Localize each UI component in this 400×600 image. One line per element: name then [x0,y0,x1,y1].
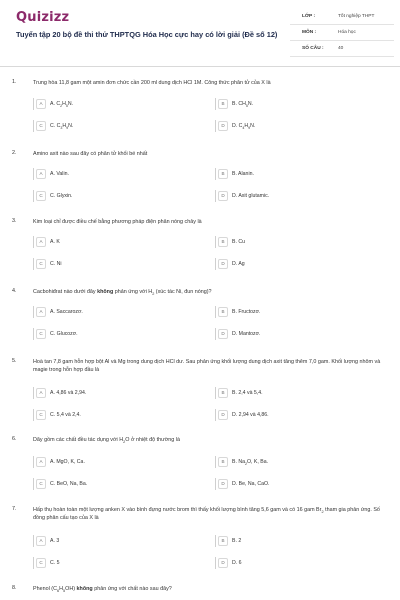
question-number: 6. [12,436,17,442]
question-text: Hấp thụ hoàn toàn một lượng anken X vào bình đựng nước brom thì thấy khối lượng bình tăng 5,6 gam và có 16 gam $Br_2$ tham gia phản ứng. Số đồng phân cấu tạo của X là [33,507,380,521]
question-text: Dãy gồm các chất đều tác dụng với $H_2O$ ở nhiệt độ thường là [33,437,180,445]
option-text: B. 2,4 và 5,4. [232,390,263,396]
option-text: A. $C_2H_5N$. [50,101,74,109]
option-letter-box: C [36,329,46,339]
option-text: D. 2,94 và 4,86. [232,412,269,418]
meta-row-count [290,41,394,57]
meta-key: MÔN : [302,30,317,35]
answer-option-b[interactable] [215,98,387,110]
option-text: A. MgO, K, Ca. [50,459,85,465]
option-text: A. Saccarozơ. [50,309,83,315]
option-letter-box: B [218,169,228,179]
question-number: 2. [12,150,17,156]
answer-option-c[interactable] [33,409,205,421]
option-letter-box: D [218,259,228,269]
question-number: 4. [12,288,17,294]
option-letter-box: C [36,191,46,201]
header [0,0,400,66]
option-text: B. Alanin. [232,171,254,177]
option-letter-box: D [218,558,228,568]
answer-option-b[interactable] [215,168,387,180]
header-divider [0,66,400,67]
option-text: B. Fructozơ. [232,309,261,315]
option-text: D. 6 [232,560,242,566]
option-letter-box: B [218,99,228,109]
option-letter-box: D [218,479,228,489]
answer-option-c[interactable] [33,557,205,569]
meta-value: Hóa học [338,30,356,35]
option-letter-box: A [36,307,46,317]
option-letter-box: C [36,410,46,420]
answer-option-a[interactable] [33,98,205,110]
option-text: B. $Na_2O$, K, Ba. [232,459,269,467]
question-number: 5. [12,358,17,364]
meta-table [290,9,394,57]
option-text: C. $C_3H_9N$. [50,123,74,131]
meta-key: LỚP : [302,14,316,19]
option-text: D. Mantozơ. [232,331,261,337]
meta-key: SỐ CÂU : [302,46,324,51]
option-text: C. 5,4 và 2,4. [50,412,81,418]
option-letter-box: C [36,558,46,568]
option-text: C. Ni [50,261,62,267]
answer-option-c[interactable] [33,120,205,132]
question-number: 1. [12,79,17,85]
option-text: B. $CH_5N$. [232,101,254,109]
option-letter-box: C [36,479,46,489]
answer-option-b[interactable] [215,456,387,468]
answer-option-c[interactable] [33,328,205,340]
option-text: B. Cu [232,239,245,245]
question-text: Phenol $(C_6H_5OH)$ không phản ứng với chất nào sau đây? [33,586,172,594]
question-text: Trung hòa 11,8 gam một amin đơn chức cần 200 ml dung dịch HCl 1M. Công thức phân tử của X là [33,80,271,86]
option-letter-box: B [218,536,228,546]
answer-option-c[interactable] [33,478,205,490]
option-letter-box: A [36,536,46,546]
option-text: C. 5 [50,560,60,566]
answer-option-d[interactable] [215,409,387,421]
option-text: A. 3 [50,538,60,544]
answer-option-c[interactable] [33,258,205,270]
option-letter-box: A [36,388,46,398]
option-text: A. K [50,239,60,245]
meta-value: Tốt nghiệp THPT [338,14,375,19]
document-title: Tuyển tập 20 bộ đề thi thử THPTQG Hóa Học cực hay có lời giải (Đề số 12) [16,30,278,39]
option-text: D. Be, Na, CaO. [232,481,270,487]
option-letter-box: B [218,457,228,467]
answer-option-b[interactable] [215,236,387,248]
option-text: A. 4,86 và 2,94. [50,390,87,396]
option-letter-box: A [36,169,46,179]
answer-option-b[interactable] [215,535,387,547]
option-letter-box: A [36,237,46,247]
option-letter-box: C [36,259,46,269]
answer-option-d[interactable] [215,120,387,132]
answer-option-d[interactable] [215,328,387,340]
option-letter-box: B [218,388,228,398]
meta-row-subject [290,25,394,41]
option-text: A. Valin. [50,171,69,177]
question-text: Amino axit nào sau đây có phân tử khối bé nhất [33,151,148,157]
option-letter-box: D [218,329,228,339]
option-text: D. Axit glutamic. [232,193,270,199]
option-text: C. BeO, Na, Ba. [50,481,88,487]
quizizz-logo: Quizizz [16,10,70,25]
question-number: 8. [12,585,17,591]
option-text: B. 2 [232,538,242,544]
answer-option-a[interactable] [33,456,205,468]
answer-option-a[interactable] [33,535,205,547]
option-letter-box: A [36,99,46,109]
answer-option-d[interactable] [215,190,387,202]
option-letter-box: D [218,121,228,131]
question-text: Hoà tan 7,8 gam hỗn hợp bột Al và Mg trong dung dịch HCl dư. Sau phản ứng khối lượng dung dịch axit tăng thêm 7,0 gam. Khối lượng nhôm và magie trong hỗn hợp đầu là [33,359,381,373]
question-text: Kim loại chỉ được điều chế bằng phương pháp điện phân nóng chảy là [33,219,202,225]
question-number: 3. [12,218,17,224]
answer-option-a[interactable] [33,387,205,399]
answer-option-d[interactable] [215,258,387,270]
answer-option-b[interactable] [215,306,387,318]
meta-value: 40 [338,46,344,51]
option-text: D. $C_4H_9N$. [232,123,256,131]
option-letter-box: B [218,237,228,247]
option-letter-box: C [36,121,46,131]
answer-option-c[interactable] [33,190,205,202]
option-letter-box: A [36,457,46,467]
answer-option-a[interactable] [33,306,205,318]
answer-option-a[interactable] [33,168,205,180]
answer-option-d[interactable] [215,478,387,490]
option-letter-box: D [218,191,228,201]
option-text: C. Glucozơ. [50,331,78,337]
question-number: 7. [12,506,17,512]
option-letter-box: B [218,307,228,317]
answer-option-b[interactable] [215,387,387,399]
question-text: Cacbohiđrat nào dưới đây không phản ứng với $H_2$ (xúc tác Ni, đun nóng)? [33,289,212,297]
option-text: D. Ag [232,261,245,267]
option-letter-box: D [218,410,228,420]
meta-row-class [290,9,394,25]
answer-option-a[interactable] [33,236,205,248]
option-text: C. Glyxin. [50,193,73,199]
answer-option-d[interactable] [215,557,387,569]
